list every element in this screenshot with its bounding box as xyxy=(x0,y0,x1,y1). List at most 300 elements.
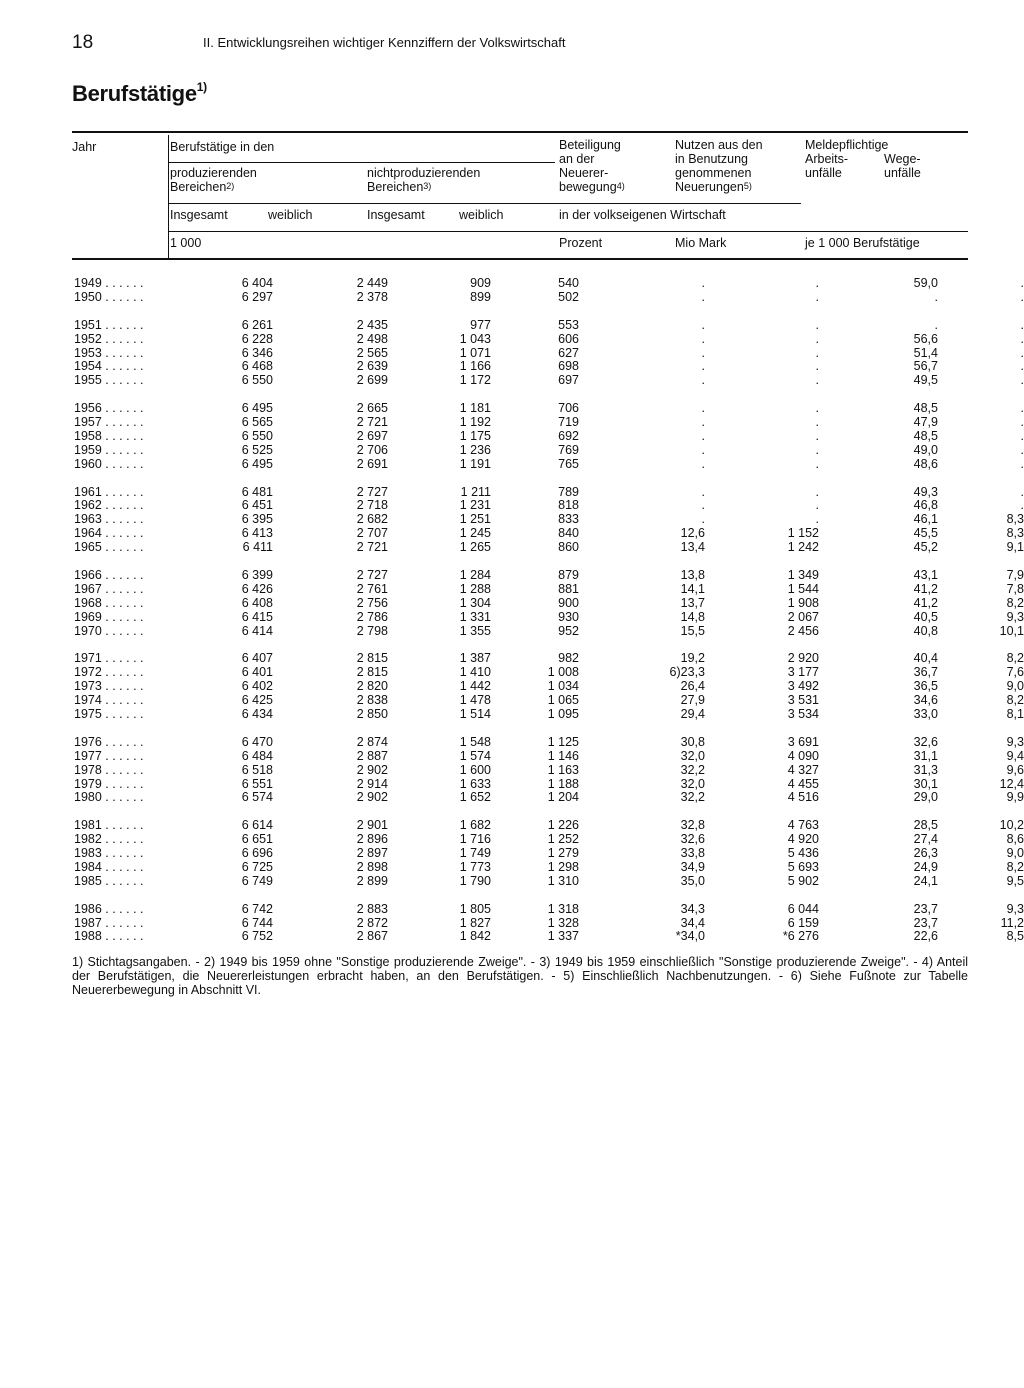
cell-nonprod-female: 765 xyxy=(558,456,579,471)
cell-benefit: 5 693 xyxy=(787,859,819,874)
dot-leader: . . . . . . xyxy=(101,734,144,749)
cell-year: 1954 . . . . . . xyxy=(74,359,144,374)
table-row xyxy=(60,847,1024,861)
cell-benefit: . xyxy=(815,498,819,513)
dot-leader: . . . . . . xyxy=(101,428,144,443)
dot-leader: . . . . . . xyxy=(101,623,144,638)
cell-nonprod-female: 879 xyxy=(558,567,579,582)
cell-nonprod-female: 833 xyxy=(558,512,579,527)
cell-nonprod-total: 1 231 xyxy=(459,498,491,513)
dot-leader: . . . . . . xyxy=(101,512,144,527)
cell-prod-total: 6 518 xyxy=(241,762,273,777)
cell-commute-accidents: 8,1 xyxy=(1006,707,1024,722)
cell-nonprod-female: 1 204 xyxy=(547,790,579,805)
table-row xyxy=(60,569,1024,583)
cell-work-accidents: 24,9 xyxy=(913,859,938,874)
cell-work-accidents: 28,5 xyxy=(913,818,938,833)
cell-participation: . xyxy=(701,415,705,430)
cell-nonprod-total: 1 355 xyxy=(459,623,491,638)
title-footnote-mark: 1) xyxy=(196,79,207,94)
cell-prod-total: 6 725 xyxy=(241,859,273,874)
cell-year: 1981 . . . . . . xyxy=(74,818,144,833)
cell-benefit: *6 276 xyxy=(782,929,819,944)
cell-prod-female: 2 867 xyxy=(356,929,388,944)
cell-work-accidents: 49,5 xyxy=(913,373,938,388)
cell-work-accidents: 49,3 xyxy=(913,484,938,499)
cell-work-accidents: 36,5 xyxy=(913,679,938,694)
dot-leader: . . . . . . xyxy=(101,317,144,332)
cell-nonprod-total: 1 175 xyxy=(459,428,491,443)
cell-work-accidents: 48,5 xyxy=(913,428,938,443)
cell-work-accidents: 43,1 xyxy=(913,567,938,582)
cell-nonprod-total: 1 331 xyxy=(459,609,491,624)
cell-prod-total: 6 413 xyxy=(241,526,273,541)
cell-prod-female: 2 815 xyxy=(356,651,388,666)
table-row xyxy=(60,486,1024,500)
cell-commute-accidents: 8,2 xyxy=(1006,595,1024,610)
cell-prod-total: 6 451 xyxy=(241,498,273,513)
header-insgesamt-nichtprod: Insgesamt xyxy=(367,208,425,222)
cell-nonprod-female: 840 xyxy=(558,526,579,541)
cell-year: 1969 . . . . . . xyxy=(74,609,144,624)
cell-prod-total: 6 651 xyxy=(241,832,273,847)
cell-commute-accidents: 9,1 xyxy=(1006,540,1024,555)
header-weiblich-nichtprod: weiblich xyxy=(459,208,504,222)
cell-nonprod-total: 1 172 xyxy=(459,373,491,388)
cell-participation: . xyxy=(701,276,705,290)
cell-work-accidents: 30,1 xyxy=(913,776,938,791)
cell-participation: . xyxy=(701,401,705,416)
cell-work-accidents: . xyxy=(934,289,938,304)
cell-prod-total: 6 481 xyxy=(241,484,273,499)
cell-year: 1984 . . . . . . xyxy=(74,859,144,874)
cell-work-accidents: 40,4 xyxy=(913,651,938,666)
table-row xyxy=(60,416,1024,430)
cell-work-accidents: 34,6 xyxy=(913,693,938,708)
cell-commute-accidents: 9,3 xyxy=(1006,734,1024,749)
cell-nonprod-total: 1 236 xyxy=(459,442,491,457)
cell-commute-accidents: 8,6 xyxy=(1006,832,1024,847)
table-row xyxy=(60,458,1024,472)
cell-prod-total: 6 402 xyxy=(241,679,273,694)
cell-commute-accidents: 9,4 xyxy=(1006,748,1024,763)
cell-participation: 15,5 xyxy=(680,623,705,638)
cell-year: 1976 . . . . . . xyxy=(74,734,144,749)
table-row xyxy=(60,360,1024,374)
dot-leader: . . . . . . xyxy=(101,540,144,555)
group-gap xyxy=(60,722,1024,736)
cell-commute-accidents: 8,3 xyxy=(1006,512,1024,527)
cell-work-accidents: 48,6 xyxy=(913,456,938,471)
cell-participation: . xyxy=(701,359,705,374)
cell-nonprod-total: 1 478 xyxy=(459,693,491,708)
table-row xyxy=(60,666,1024,680)
cell-nonprod-female: 1 298 xyxy=(547,859,579,874)
cell-prod-total: 6 470 xyxy=(241,734,273,749)
cell-nonprod-female: 930 xyxy=(558,609,579,624)
header-beteiligung-4: bewegung$_{4)}$ xyxy=(559,180,625,194)
cell-prod-total: 6 550 xyxy=(241,373,273,388)
cell-prod-female: 2 786 xyxy=(356,609,388,624)
cell-prod-total: 6 346 xyxy=(241,345,273,360)
cell-commute-accidents: . xyxy=(1020,289,1024,304)
cell-nonprod-total: 1 251 xyxy=(459,512,491,527)
dot-leader: . . . . . . xyxy=(101,415,144,430)
cell-prod-total: 6 261 xyxy=(241,317,273,332)
cell-nonprod-female: 1 279 xyxy=(547,846,579,861)
cell-participation: 32,0 xyxy=(680,776,705,791)
cell-benefit: 4 920 xyxy=(787,832,819,847)
cell-nonprod-total: 1 043 xyxy=(459,331,491,346)
header-weiblich-prod: weiblich xyxy=(268,208,313,222)
cell-work-accidents: 46,1 xyxy=(913,512,938,527)
table-row xyxy=(60,333,1024,347)
cell-commute-accidents: 9,9 xyxy=(1006,790,1024,805)
cell-year: 1986 . . . . . . xyxy=(74,901,144,916)
cell-participation: 34,9 xyxy=(680,859,705,874)
cell-prod-female: 2 639 xyxy=(356,359,388,374)
cell-year: 1982 . . . . . . xyxy=(74,832,144,847)
table-row xyxy=(60,430,1024,444)
cell-nonprod-total: 977 xyxy=(470,317,491,332)
cell-nonprod-total: 1 749 xyxy=(459,846,491,861)
cell-benefit: 3 177 xyxy=(787,665,819,680)
dot-leader: . . . . . . xyxy=(101,526,144,541)
cell-benefit: 1 908 xyxy=(787,595,819,610)
cell-prod-female: 2 838 xyxy=(356,693,388,708)
cell-prod-female: 2 872 xyxy=(356,915,388,930)
cell-prod-female: 2 902 xyxy=(356,790,388,805)
cell-commute-accidents: 9,3 xyxy=(1006,609,1024,624)
title-text: Berufstätige xyxy=(72,81,197,106)
header-insgesamt-prod: Insgesamt xyxy=(170,208,228,222)
cell-nonprod-female: 1 034 xyxy=(547,679,579,694)
dot-leader: . . . . . . xyxy=(101,609,144,624)
cell-benefit: . xyxy=(815,484,819,499)
cell-prod-female: 2 798 xyxy=(356,623,388,638)
cell-participation: 13,7 xyxy=(680,595,705,610)
cell-prod-female: 2 901 xyxy=(356,818,388,833)
cell-nonprod-total: 1 410 xyxy=(459,665,491,680)
cell-prod-total: 6 297 xyxy=(241,289,273,304)
cell-prod-total: 6 495 xyxy=(241,456,273,471)
cell-year: 1968 . . . . . . xyxy=(74,595,144,610)
table-row xyxy=(60,791,1024,805)
cell-year: 1972 . . . . . . xyxy=(74,665,144,680)
table-row xyxy=(60,917,1024,931)
table-row xyxy=(60,750,1024,764)
dot-leader: . . . . . . xyxy=(101,748,144,763)
header-prod-bereichen: Bereichen$_{2)}$ xyxy=(170,180,235,194)
cell-prod-female: 2 815 xyxy=(356,665,388,680)
cell-work-accidents: 59,0 xyxy=(913,276,938,290)
cell-nonprod-total: 1 387 xyxy=(459,651,491,666)
cell-commute-accidents: . xyxy=(1020,317,1024,332)
cell-commute-accidents: 10,1 xyxy=(999,623,1024,638)
cell-work-accidents: 40,5 xyxy=(913,609,938,624)
cell-year: 1951 . . . . . . xyxy=(74,317,144,332)
cell-benefit: . xyxy=(815,345,819,360)
cell-benefit: 5 902 xyxy=(787,873,819,888)
cell-year: 1983 . . . . . . xyxy=(74,846,144,861)
cell-commute-accidents: . xyxy=(1020,359,1024,374)
table-row xyxy=(60,861,1024,875)
cell-nonprod-total: 1 071 xyxy=(459,345,491,360)
cell-prod-female: 2 883 xyxy=(356,901,388,916)
cell-nonprod-female: 1 095 xyxy=(547,707,579,722)
cell-benefit: 2 456 xyxy=(787,623,819,638)
cell-year: 1979 . . . . . . xyxy=(74,776,144,791)
cell-year: 1957 . . . . . . xyxy=(74,415,144,430)
cell-prod-total: 6 565 xyxy=(241,415,273,430)
cell-prod-female: 2 761 xyxy=(356,581,388,596)
cell-year: 1966 . . . . . . xyxy=(74,567,144,582)
cell-nonprod-female: 706 xyxy=(558,401,579,416)
header-rule-volkseigen xyxy=(555,203,801,204)
header-je-1000: je 1 000 Berufstätige xyxy=(805,236,920,250)
cell-work-accidents: 47,9 xyxy=(913,415,938,430)
header-nutzen-1: Nutzen aus den xyxy=(675,138,763,152)
header-produzierenden: produzierenden xyxy=(170,166,257,180)
table-row xyxy=(60,819,1024,833)
cell-participation: 32,8 xyxy=(680,818,705,833)
table-row xyxy=(60,903,1024,917)
cell-prod-female: 2 874 xyxy=(356,734,388,749)
cell-work-accidents: 48,5 xyxy=(913,401,938,416)
cell-commute-accidents: 8,3 xyxy=(1006,526,1024,541)
cell-year: 1950 . . . . . . xyxy=(74,289,144,304)
cell-benefit: 3 534 xyxy=(787,707,819,722)
cell-participation: . xyxy=(701,498,705,513)
cell-prod-female: 2 435 xyxy=(356,317,388,332)
cell-commute-accidents: 9,0 xyxy=(1006,846,1024,861)
cell-prod-female: 2 378 xyxy=(356,289,388,304)
cell-nonprod-total: 1 514 xyxy=(459,707,491,722)
cell-benefit: 2 067 xyxy=(787,609,819,624)
cell-nonprod-total: 1 211 xyxy=(460,484,491,499)
cell-nonprod-total: 1 773 xyxy=(459,859,491,874)
cell-participation: . xyxy=(701,484,705,499)
cell-benefit: . xyxy=(815,401,819,416)
cell-nonprod-female: 881 xyxy=(558,581,579,596)
table-row xyxy=(60,625,1024,639)
cell-year: 1949 . . . . . . xyxy=(74,276,144,290)
cell-benefit: 6 044 xyxy=(787,901,819,916)
table-row xyxy=(60,694,1024,708)
cell-commute-accidents: . xyxy=(1020,276,1024,290)
cell-nonprod-total: 1 166 xyxy=(459,359,491,374)
dot-leader: . . . . . . xyxy=(101,832,144,847)
cell-commute-accidents: . xyxy=(1020,415,1024,430)
cell-work-accidents: 45,5 xyxy=(913,526,938,541)
cell-nonprod-female: 1 318 xyxy=(547,901,579,916)
cell-commute-accidents: 8,5 xyxy=(1006,929,1024,944)
cell-prod-female: 2 718 xyxy=(356,498,388,513)
cell-participation: 13,8 xyxy=(680,567,705,582)
dot-leader: . . . . . . xyxy=(101,442,144,457)
cell-prod-total: 6 395 xyxy=(241,512,273,527)
cell-nonprod-female: 606 xyxy=(558,331,579,346)
dot-leader: . . . . . . xyxy=(101,359,144,374)
cell-benefit: 6 159 xyxy=(787,915,819,930)
group-gap xyxy=(60,388,1024,402)
cell-nonprod-female: 627 xyxy=(558,345,579,360)
data-table xyxy=(60,277,1024,944)
header-jahr: Jahr xyxy=(72,140,97,154)
header-bottom-rule xyxy=(72,258,968,260)
cell-prod-total: 6 426 xyxy=(241,581,273,596)
cell-nonprod-total: 1 265 xyxy=(459,540,491,555)
cell-year: 1980 . . . . . . xyxy=(74,790,144,805)
cell-participation: 27,9 xyxy=(680,693,705,708)
cell-nonprod-female: 1 125 xyxy=(547,734,579,749)
table-row xyxy=(60,291,1024,305)
page-number: 18 xyxy=(72,32,94,53)
cell-commute-accidents: 7,9 xyxy=(1006,567,1024,582)
cell-participation: 34,3 xyxy=(680,901,705,916)
header-rule-prod xyxy=(168,162,555,163)
cell-year: 1963 . . . . . . xyxy=(74,512,144,527)
cell-participation: 35,0 xyxy=(680,873,705,888)
cell-commute-accidents: 12,4 xyxy=(999,776,1024,791)
cell-year: 1974 . . . . . . xyxy=(74,693,144,708)
dot-leader: . . . . . . xyxy=(101,665,144,680)
header-mio-mark: Mio Mark xyxy=(675,236,727,250)
cell-prod-total: 6 434 xyxy=(241,707,273,722)
cell-prod-female: 2 898 xyxy=(356,859,388,874)
data-table-body xyxy=(60,277,1024,944)
cell-nonprod-female: 553 xyxy=(558,317,579,332)
cell-prod-total: 6 401 xyxy=(241,665,273,680)
cell-benefit: 3 492 xyxy=(787,679,819,694)
cell-prod-total: 6 404 xyxy=(241,276,273,290)
header-beteiligung-1: Beteiligung xyxy=(559,138,621,152)
cell-participation: 34,4 xyxy=(680,915,705,930)
cell-nonprod-total: 1 633 xyxy=(459,776,491,791)
cell-nonprod-female: 1 337 xyxy=(547,929,579,944)
cell-prod-total: 6 744 xyxy=(241,915,273,930)
cell-prod-female: 2 565 xyxy=(356,345,388,360)
cell-prod-female: 2 721 xyxy=(356,415,388,430)
dot-leader: . . . . . . xyxy=(101,581,144,596)
cell-prod-total: 6 742 xyxy=(241,901,273,916)
dot-leader: . . . . . . xyxy=(101,762,144,777)
cell-work-accidents: 31,1 xyxy=(913,748,938,763)
cell-prod-female: 2 449 xyxy=(356,276,388,290)
cell-benefit: 3 531 xyxy=(787,693,819,708)
cell-benefit: . xyxy=(815,456,819,471)
cell-work-accidents: 51,4 xyxy=(913,345,938,360)
dot-leader: . . . . . . xyxy=(101,859,144,874)
cell-nonprod-female: 540 xyxy=(558,276,579,290)
table-row xyxy=(60,652,1024,666)
cell-nonprod-female: 1 328 xyxy=(547,915,579,930)
cell-participation: 32,2 xyxy=(680,790,705,805)
dot-leader: . . . . . . xyxy=(101,498,144,513)
cell-nonprod-female: 1 163 xyxy=(547,762,579,777)
cell-commute-accidents: . xyxy=(1020,331,1024,346)
header-meldepflichtige: Meldepflichtige xyxy=(805,138,889,152)
cell-commute-accidents: 8,2 xyxy=(1006,693,1024,708)
cell-prod-total: 6 399 xyxy=(241,567,273,582)
cell-participation: 29,4 xyxy=(680,707,705,722)
header-nutzen-4: Neuerungen$_{5)}$ xyxy=(675,180,752,194)
cell-prod-female: 2 899 xyxy=(356,873,388,888)
group-gap xyxy=(60,555,1024,569)
cell-prod-female: 2 727 xyxy=(356,567,388,582)
cell-year: 1959 . . . . . . xyxy=(74,442,144,457)
cell-nonprod-female: 1 226 xyxy=(547,818,579,833)
cell-year: 1971 . . . . . . xyxy=(74,651,144,666)
cell-benefit: . xyxy=(815,317,819,332)
cell-prod-total: 6 495 xyxy=(241,401,273,416)
cell-prod-total: 6 425 xyxy=(241,693,273,708)
dot-leader: . . . . . . xyxy=(101,373,144,388)
cell-year: 1952 . . . . . . xyxy=(74,331,144,346)
cell-year: 1970 . . . . . . xyxy=(74,623,144,638)
cell-benefit: 3 691 xyxy=(787,734,819,749)
cell-work-accidents: 56,7 xyxy=(913,359,938,374)
cell-benefit: 1 242 xyxy=(787,540,819,555)
cell-year: 1953 . . . . . . xyxy=(74,345,144,360)
cell-nonprod-total: 1 304 xyxy=(459,595,491,610)
cell-year: 1962 . . . . . . xyxy=(74,498,144,513)
header-beteiligung-2: an der xyxy=(559,152,595,166)
cell-prod-total: 6 696 xyxy=(241,846,273,861)
cell-participation: . xyxy=(701,345,705,360)
cell-work-accidents: . xyxy=(934,317,938,332)
cell-benefit: 2 920 xyxy=(787,651,819,666)
header-nutzen-2: in Benutzung xyxy=(675,152,748,166)
cell-work-accidents: 45,2 xyxy=(913,540,938,555)
cell-participation: 6)23,3 xyxy=(669,665,705,680)
table-row xyxy=(60,374,1024,388)
cell-participation: 32,6 xyxy=(680,832,705,847)
cell-work-accidents: 40,8 xyxy=(913,623,938,638)
cell-nonprod-total: 1 574 xyxy=(459,748,491,763)
cell-benefit: . xyxy=(815,512,819,527)
cell-nonprod-female: 719 xyxy=(558,415,579,430)
cell-prod-total: 6 551 xyxy=(241,776,273,791)
cell-work-accidents: 23,7 xyxy=(913,901,938,916)
cell-work-accidents: 33,0 xyxy=(913,707,938,722)
table-row xyxy=(60,597,1024,611)
cell-year: 1985 . . . . . . xyxy=(74,873,144,888)
dot-leader: . . . . . . xyxy=(101,276,144,290)
footnotes: 1) Stichtagsangaben. - 2) 1949 bis 1959 ohne "Sonstige produzierende Zweige". - 3) 1949 bis 1959 einschließlich "Sonstige produzierende Zweige". - 4) Anteil der Berufstätigen, die Neuererleistungen erbracht haben, an den Berufstätigen. - 5) Einschließlich Nachbenutzungen. - 6) Siehe Fußnote zur Tabelle Neuererbewegung in Abschnitt VI. xyxy=(72,955,968,997)
cell-participation: 12,6 xyxy=(680,526,705,541)
page-title xyxy=(72,81,207,107)
cell-participation: . xyxy=(701,456,705,471)
cell-year: 1978 . . . . . . xyxy=(74,762,144,777)
header-berufstaetige: Berufstätige in den xyxy=(170,140,275,154)
cell-participation: 33,8 xyxy=(680,846,705,861)
header-wege-1: Wege- xyxy=(884,152,921,166)
cell-work-accidents: 46,8 xyxy=(913,498,938,513)
cell-participation: 19,2 xyxy=(680,651,705,666)
table-row xyxy=(60,736,1024,750)
cell-prod-female: 2 498 xyxy=(356,331,388,346)
cell-participation: . xyxy=(701,373,705,388)
cell-prod-female: 2 887 xyxy=(356,748,388,763)
header-rule-bereiche xyxy=(168,203,555,204)
table-row xyxy=(60,402,1024,416)
cell-participation: . xyxy=(701,289,705,304)
dot-leader: . . . . . . xyxy=(101,915,144,930)
cell-commute-accidents: 10,2 xyxy=(999,818,1024,833)
cell-nonprod-total: 1 191 xyxy=(459,456,491,471)
cell-benefit: . xyxy=(815,289,819,304)
